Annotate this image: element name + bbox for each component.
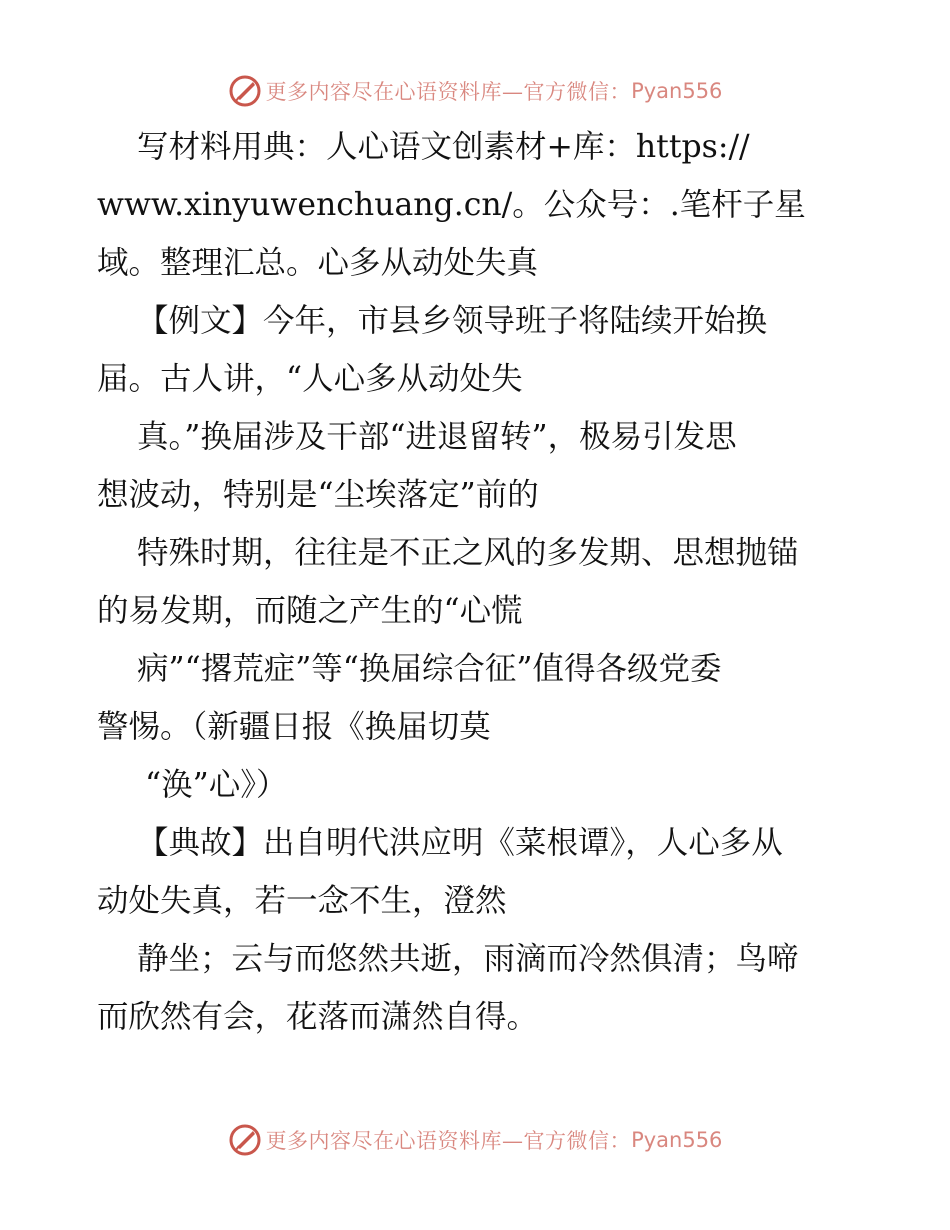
footer-banner-contact: Pyan556: [631, 1128, 723, 1152]
text-line: 【典故】出自明代洪应明《菜根谭》，人心多从: [137, 825, 783, 861]
footer-banner-text: 更多内容尽在心语资料库—官方微信：: [265, 1129, 632, 1153]
text-line: 特殊时期，往往是不正之风的多发期、思想抛锚: [137, 535, 799, 571]
footer-banner: [0, 1120, 950, 1160]
text-line: 的易发期，而随之产生的“心慌: [97, 593, 523, 629]
header-banner-contact: Pyan556: [631, 79, 723, 103]
text-line: 而欣然有会，花落而潇然自得。: [97, 999, 539, 1035]
text-line: 想波动，特别是“尘埃落定”前的: [97, 477, 539, 513]
text-line: 静坐；云与而悠然共逝，雨滴而冷然俱清；鸟啼: [137, 941, 799, 977]
text-line: 【例文】今年，市县乡领导班子将陆续开始换: [137, 303, 768, 339]
quill-logo-icon: [228, 1123, 262, 1157]
header-banner-text: 更多内容尽在心语资料库—官方微信：: [265, 80, 632, 104]
text-line: 病”“撂荒症”等“换届综合征”值得各级党委: [137, 651, 722, 687]
header-banner: [0, 71, 950, 111]
quill-logo-icon: [228, 74, 262, 108]
text-line: 域。整理汇总。心多从动处失真: [97, 245, 539, 281]
text-line: 动处失真，若一念不生，澄然: [97, 883, 507, 919]
text-line: 真。”换届涉及干部“进退留转”，极易引发思: [137, 419, 737, 455]
text-line: www.xinyuwenchuang.cn/。公众号：.笔杆子星: [97, 187, 806, 223]
text-line: 届。古人讲，“人心多从动处失: [97, 361, 523, 397]
text-line: 警惕。（新疆日报《换届切莫: [97, 709, 491, 745]
text-line: 写材料用典：人心语文创素材+库：https://: [137, 129, 750, 165]
text-line: “涣”心》）: [145, 767, 288, 803]
document-body: [97, 118, 857, 1046]
